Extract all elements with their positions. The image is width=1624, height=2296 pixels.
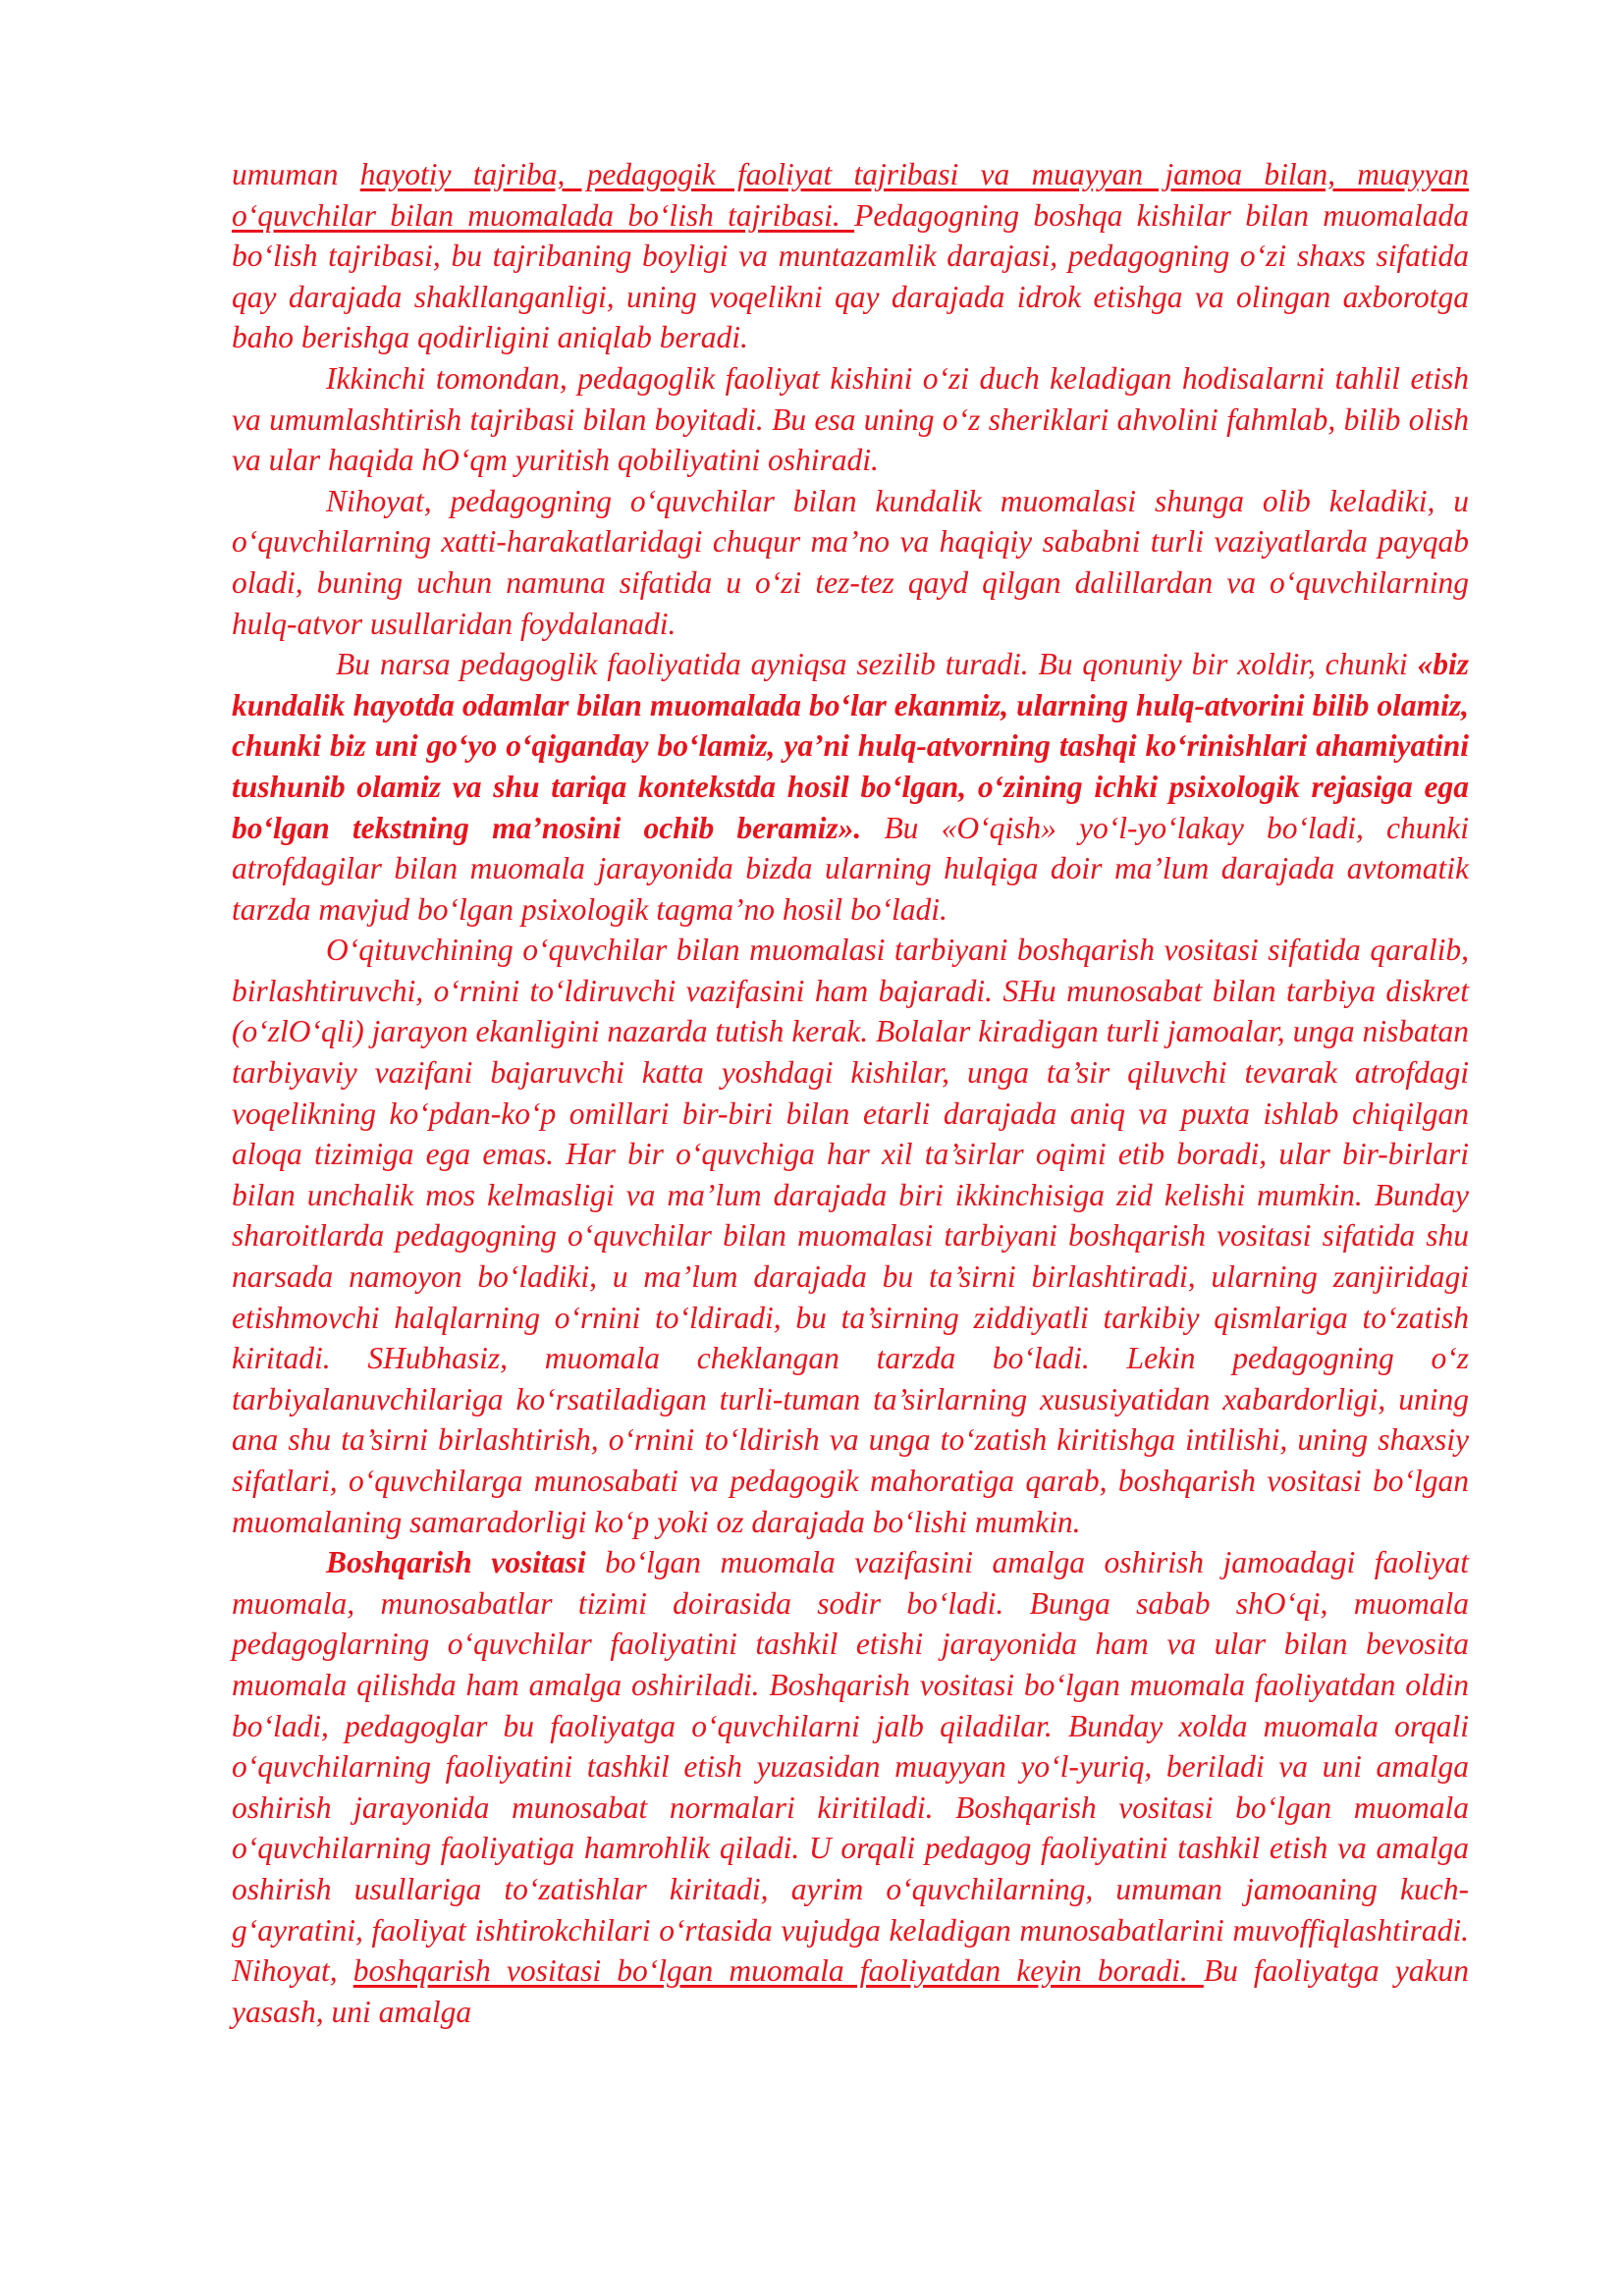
- paragraph-6: [232, 1542, 1469, 2032]
- paragraph-1: [232, 154, 1469, 358]
- paragraph-6-term: Boshqarish vositasi: [326, 1545, 586, 1580]
- paragraph-6-body: bo‘lgan muomala vazifasini amalga oshirish jamoadagi faoliyat muomala, munosabatlar tizimi doirasida sodir bo‘ladi. Bunga sabab shO‘qi, muomala pedagoglarning o‘quvchilar faoliyatini tashkil etishi jarayonida ham va ular bilan bevosita muomala qilishda ham amalga oshiriladi. Boshqarish vositasi bo‘lgan muomala faoliyatdan oldin bo‘ladi, pedagoglar bu faoliyatga o‘quvchilarni jalb qiladilar. Bunday xolda muomala orqali o‘quvchilarning faoliyatini tashkil etish yuzasidan muayyan yo‘l-yuriq, beriladi va uni amalga oshirish jarayonida munosabat normalari kiritiladi. Boshqarish vositasi bo‘lgan muomala o‘quvchilarning faoliyatiga hamrohlik qiladi. U orqali pedagog faoliyatini tashkil etish va amalga oshirish usullariga to‘zatishlar kiritadi, ayrim o‘quvchilarning, umuman jamoaning kuch-g‘ayratini, faoliyat ishtirokchilari o‘rtasida vujudga keladigan munosabatlarini muvoffiqlashtiradi. Nihoyat,: [232, 1545, 1469, 1989]
- paragraph-2: Ikkinchi tomondan, pedagoglik faoliyat kishini o‘zi duch keladigan hodisalarni tahlil etish va umumlashtirish tajribasi bilan boyitadi. Bu esa uning o‘z sheriklari ahvolini fahmlab, bilib olish va ular haqida hO‘qm yuritish qobiliyatini oshiradi.: [232, 360, 1469, 478]
- document-page: [232, 154, 1469, 2032]
- paragraph-4-quote: «biz kundalik hayotda odamlar bilan muomalada bo‘lar ekanmiz, ularning hulq-atvorini bilib olamiz, chunki biz uni go‘yo o‘qiganday bo‘lamiz, ya’ni hulq-atvorning tashqi ko‘rinishlari ahamiyatini tushunib olamiz va shu tariqa kontekstda hosil bo‘lgan, o‘zining ichki psixologik rejasiga ega bo‘lgan tekstning ma’nosini ochib beramiz».: [232, 647, 1469, 845]
- paragraph-4: [232, 644, 1469, 930]
- paragraph-6-tail: Bu faoliyatga yakun yasash, uni amalga: [232, 1953, 1469, 2029]
- paragraph-3: Nihoyat, pedagogning o‘quvchilar bilan kundalik muomalasi shunga olib keladiki, u o‘quvchilarning xatti-harakatlaridagi chuqur ma’no va haqiqiy sababni turli vaziyatlarda payqab oladi, buning uchun namuna sifatida u o‘zi tez-tez qayd qilgan dalillardan va o‘quvchilarning hulq-atvor usullaridan foydalanadi.: [232, 483, 1469, 641]
- paragraph-4-rest: Bu «O‘qish» yo‘l-yo‘lakay bo‘ladi, chunki atrofdagilar bilan muomala jarayonida bizda ularning hulqiga doir ma’lum darajada avtomatik tarzda mavjud bo‘lgan psixologik tagma’no hosil bo‘ladi.: [232, 810, 1469, 927]
- paragraph-1-lead: umuman: [232, 157, 360, 191]
- paragraph-1-rest: Pedagogning boshqa kishilar bilan muomalada bo‘lish tajribasi, bu tajribaning boyligi va muntazamlik darajasi, pedagogning o‘zi shaxs sifatida qay darajada shakllanganligi, uning voqelikni qay darajada idrok etishga va olingan axborotga baho berishga qodirligini aniqlab beradi.: [232, 197, 1469, 355]
- paragraph-5: O‘qituvchining o‘quvchilar bilan muomalasi tarbiyani boshqarish vositasi sifatida qaralib, birlashtiruvchi, o‘rnini to‘ldiruvchi vazifasini ham bajaradi. SHu munosabat bilan tarbiya diskret (o‘zlO‘qli) jarayon ekanligini nazarda tutish kerak. Bolalar kiradigan turli jamoalar, unga nisbatan tarbiyaviy vazifani bajaruvchi katta yoshdagi kishilar, unga ta’sir qiluvchi tevarak atrofdagi voqelikning ko‘pdan-ko‘p omillari bir-biri bilan etarli darajada aniq va puxta ishlab chiqilgan aloqa tizimiga ega emas. Har bir o‘quvchiga har xil ta’sirlar oqimi etib boradi, ular bir-birlari bilan unchalik mos kelmasligi va ma’lum darajada biri ikkinchisiga zid kelishi mumkin. Bunday sharoitlarda pedagogning o‘quvchilar bilan muomalasi tarbiyani boshqarish vositasi sifatida shu narsada namoyon bo‘ladiki, u ma’lum darajada bu ta’sirni birlashtiradi, ularning zanjiridagi etishmovchi halqlarning o‘rnini to‘ldiradi, bu ta’sirning ziddiyatli tarkibiy qismlariga to‘zatish kiritadi. SHubhasiz, muomala cheklangan tarzda bo‘ladi. Lekin pedagogning o‘z tarbiyalanuvchilariga ko‘rsatiladigan turli-tuman ta’sirlarning xususiyatidan xabardorligi, uning ana shu ta’sirni birlashtirish, o‘rnini to‘ldirish va unga to‘zatish kiritishga intilishi, uning shaxsiy sifatlari, o‘quvchilarga munosabati va pedagogik mahoratiga qarab, boshqarish vositasi bo‘lgan muomalaning samaradorligi ko‘p yoki oz darajada bo‘lishi mumkin.: [232, 933, 1469, 1539]
- paragraph-1-underlined: hayotiy tajriba, pedagogik faoliyat tajribasi va muayyan jamoa bilan, muayyan o‘quvchilar bilan muomalada bo‘lish tajribasi.: [232, 157, 1469, 233]
- paragraph-4-lead: Bu narsa pedagoglik faoliyatida ayniqsa sezilib turadi. Bu qonuniy bir xoldir, chunki: [336, 647, 1418, 682]
- paragraph-6-underlined: boshqarish vositasi bo‘lgan muomala faoliyatdan keyin boradi.: [352, 1953, 1204, 1989]
